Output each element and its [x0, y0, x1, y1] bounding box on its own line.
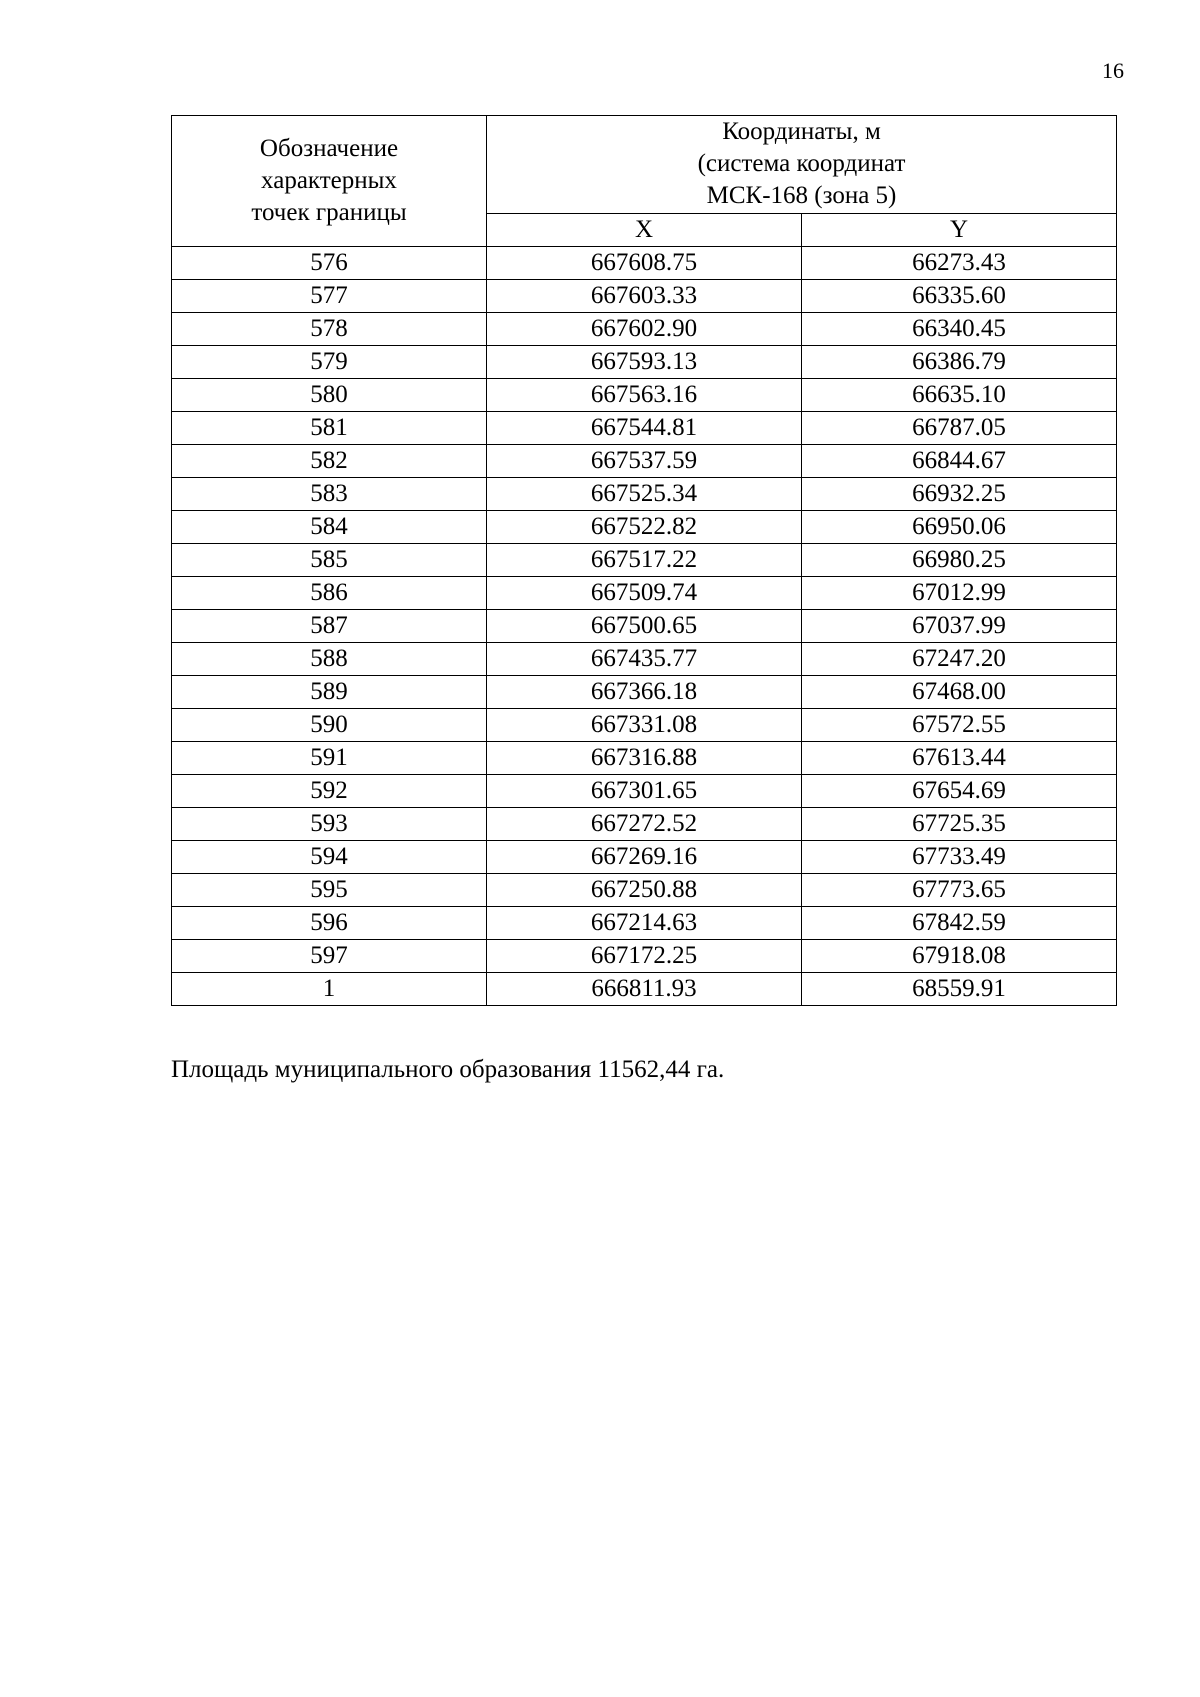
- x-cell: 667522.82: [487, 511, 802, 544]
- y-cell: 66340.45: [802, 313, 1117, 346]
- table-row: [172, 379, 1117, 412]
- y-cell: 66335.60: [802, 280, 1117, 313]
- x-cell: 667366.18: [487, 676, 802, 709]
- y-cell: 67012.99: [802, 577, 1117, 610]
- point-cell: 591: [172, 742, 487, 775]
- x-cell: 667593.13: [487, 346, 802, 379]
- x-cell: 667603.33: [487, 280, 802, 313]
- table-row: [172, 874, 1117, 907]
- point-cell: 592: [172, 775, 487, 808]
- header-x: X: [487, 213, 802, 246]
- y-cell: 67654.69: [802, 775, 1117, 808]
- coordinates-table: [171, 115, 1117, 1006]
- x-cell: 667172.25: [487, 940, 802, 973]
- x-cell: 667517.22: [487, 544, 802, 577]
- table-row: [172, 478, 1117, 511]
- table-row: [172, 940, 1117, 973]
- x-cell: 667316.88: [487, 742, 802, 775]
- y-cell: 67247.20: [802, 643, 1117, 676]
- table-row: [172, 610, 1117, 643]
- y-cell: 66273.43: [802, 247, 1117, 280]
- table-row: [172, 412, 1117, 445]
- table-row: [172, 643, 1117, 676]
- point-cell: 584: [172, 511, 487, 544]
- x-cell: 667602.90: [487, 313, 802, 346]
- point-cell: 593: [172, 808, 487, 841]
- x-cell: 667537.59: [487, 445, 802, 478]
- point-cell: 594: [172, 841, 487, 874]
- x-cell: 667509.74: [487, 577, 802, 610]
- header-coordinates: Координаты, м (система координат МСК-168 (зона 5): [487, 116, 1117, 214]
- page-number: 16: [1102, 58, 1124, 83]
- table-row: [172, 808, 1117, 841]
- y-cell: 68559.91: [802, 973, 1117, 1006]
- y-cell: 67572.55: [802, 709, 1117, 742]
- point-cell: 597: [172, 940, 487, 973]
- point-cell: 581: [172, 412, 487, 445]
- y-cell: 67468.00: [802, 676, 1117, 709]
- table-row: [172, 973, 1117, 1006]
- y-cell: 67037.99: [802, 610, 1117, 643]
- table-row: [172, 280, 1117, 313]
- y-cell: 67773.65: [802, 874, 1117, 907]
- point-cell: 580: [172, 379, 487, 412]
- y-cell: 67842.59: [802, 907, 1117, 940]
- point-cell: 595: [172, 874, 487, 907]
- point-cell: 585: [172, 544, 487, 577]
- x-cell: 667214.63: [487, 907, 802, 940]
- x-cell: 667563.16: [487, 379, 802, 412]
- table-row: [172, 775, 1117, 808]
- y-cell: 67725.35: [802, 808, 1117, 841]
- y-cell: 67918.08: [802, 940, 1117, 973]
- table-row: [172, 676, 1117, 709]
- x-cell: 667608.75: [487, 247, 802, 280]
- x-cell: 667301.65: [487, 775, 802, 808]
- table-row: [172, 313, 1117, 346]
- y-cell: 66844.67: [802, 445, 1117, 478]
- x-cell: 667250.88: [487, 874, 802, 907]
- table-row: [172, 709, 1117, 742]
- point-cell: 596: [172, 907, 487, 940]
- table-body: [172, 247, 1117, 1006]
- x-cell: 667544.81: [487, 412, 802, 445]
- x-cell: 667272.52: [487, 808, 802, 841]
- point-cell: 1: [172, 973, 487, 1006]
- point-cell: 582: [172, 445, 487, 478]
- point-cell: 586: [172, 577, 487, 610]
- table-row: [172, 247, 1117, 280]
- table-row: [172, 511, 1117, 544]
- area-note: Площадь муниципального образования 11562,44 га.: [171, 1056, 725, 1083]
- x-cell: 667525.34: [487, 478, 802, 511]
- x-cell: 667331.08: [487, 709, 802, 742]
- point-cell: 579: [172, 346, 487, 379]
- y-cell: 66980.25: [802, 544, 1117, 577]
- header-y: Y: [802, 213, 1117, 246]
- point-cell: 583: [172, 478, 487, 511]
- point-cell: 589: [172, 676, 487, 709]
- x-cell: 667500.65: [487, 610, 802, 643]
- y-cell: 67613.44: [802, 742, 1117, 775]
- y-cell: 66787.05: [802, 412, 1117, 445]
- point-cell: 588: [172, 643, 487, 676]
- point-cell: 578: [172, 313, 487, 346]
- table-row: [172, 907, 1117, 940]
- table-row: [172, 544, 1117, 577]
- table-row: [172, 841, 1117, 874]
- table-row: [172, 577, 1117, 610]
- y-cell: 66386.79: [802, 346, 1117, 379]
- header-point-designation: Обозначение характерных точек границы: [172, 116, 487, 247]
- table-row: [172, 346, 1117, 379]
- point-cell: 576: [172, 247, 487, 280]
- x-cell: 666811.93: [487, 973, 802, 1006]
- y-cell: 67733.49: [802, 841, 1117, 874]
- table-row: [172, 742, 1117, 775]
- point-cell: 577: [172, 280, 487, 313]
- y-cell: 66932.25: [802, 478, 1117, 511]
- x-cell: 667269.16: [487, 841, 802, 874]
- y-cell: 66950.06: [802, 511, 1117, 544]
- point-cell: 587: [172, 610, 487, 643]
- y-cell: 66635.10: [802, 379, 1117, 412]
- table-row: [172, 445, 1117, 478]
- x-cell: 667435.77: [487, 643, 802, 676]
- point-cell: 590: [172, 709, 487, 742]
